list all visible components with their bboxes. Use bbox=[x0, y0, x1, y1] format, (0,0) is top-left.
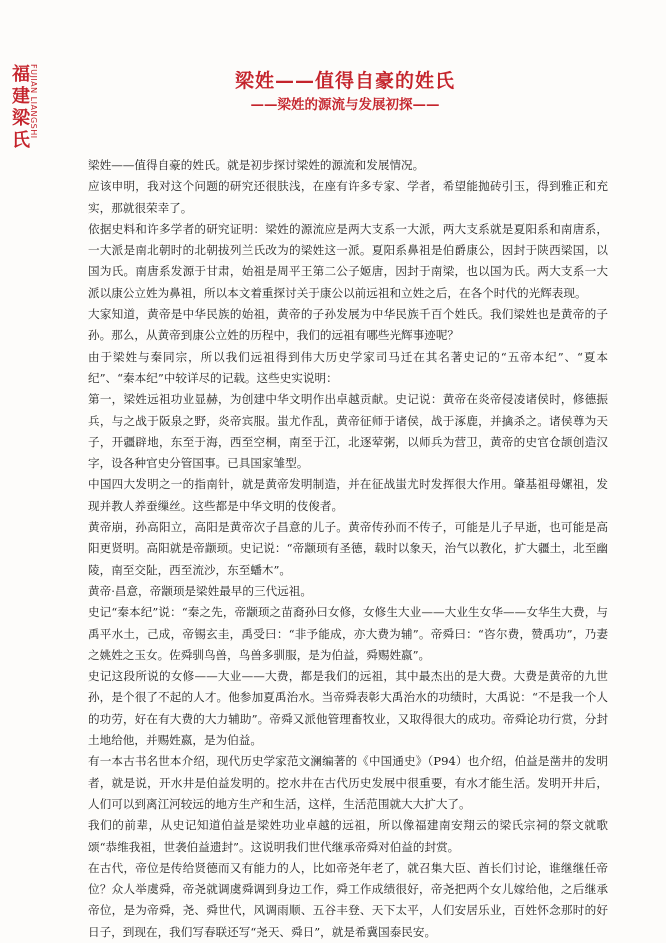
paragraph: 在古代，帝位是传给贤德而又有能力的人，比如帝尧年老了，就召集大臣、酋长们讨论，谁继继任帝位？众人举虞舜，帝尧就调虞舜调到身边工作，舜工作成绩很好，帝尧把两个女儿嫁给他，之后继承帝位，是为帝舜，尧、舜世代，风调雨顺、五谷丰登、天下太平，人们安居乐业，百姓怀念那时的好日子，到现在，我们写春联还写“尧天、舜日”，就是希冀国泰民安。 bbox=[88, 860, 608, 939]
paragraph: 依据史料和许多学者的研究证明：梁姓的源流应是两大支系一大派，两大支系就是夏阳系和南唐系，一大派是南北朝时的北朝拔列兰氏改为的梁姓这一派。夏阳系鼻祖是伯爵康公，因封于陕西梁国，以国为氏。南唐系发源于甘肃，始祖是周平王第二公子姬唐，因封于南梁，也以国为氏。两大支系一大派以康公立姓为鼻祖，所以本文着重探讨关于康公以前远祖和立姓之后，在各个时代的光辉表现。 bbox=[88, 221, 608, 300]
side-brand-char: 福 bbox=[12, 64, 30, 85]
paragraph: 有一本古书名世本介绍，现代历史学家范文澜编著的《中国通史》（P94）也介绍，伯益是凿井的发明者，就是说，开水井是伯益发明的。挖水井在古代历史发展中很重要，有水才能生活。发明开井后，人们可以到离江河较远的地方生产和生活，这样，生活范围就大大扩大了。 bbox=[88, 754, 608, 811]
side-brand-char: 氏 bbox=[12, 130, 30, 151]
paragraph: 我们的前辈，从史记知道伯益是梁姓功业卓越的远祖，所以像福建南安翔云的梁氏宗祠的祭文就歌颂“恭维我祖，世袭伯益遗封”。这说明我们世代继承帝舜对伯益的封赏。 bbox=[88, 818, 608, 854]
side-brand-pinyin: FUJIAN LIANGSHI bbox=[29, 64, 38, 139]
side-brand-char: 梁 bbox=[12, 108, 30, 129]
paragraph: 第一，梁姓远祖功业显赫，为创建中华文明作出卓越贡献。史记说：黄帝在炎帝侵凌诸侯时，修德振兵，与之战于阪泉之野，炎帝宾服。蚩尤作乱，黄帝征师于诸侯，战于涿鹿，并擒杀之。诸侯尊为天子，开疆辟地，东至于海，西至空桐，南至于江，北逐荤粥，以师兵为营卫，黄帝的史官仓颉创造汉字，设各种官史分管国事。已具国家雏型。 bbox=[88, 392, 608, 471]
side-brand-char: 建 bbox=[12, 86, 30, 107]
paragraph: 由于梁姓与秦同宗，所以我们远祖得到伟大历史学家司马迁在其名著史记的“五帝本纪”、“夏本纪”、“秦本纪”中较详尽的记载。这些史实说明： bbox=[88, 349, 608, 385]
paragraph: 黄帝崩，孙高阳立，高阳是黄帝次子昌意的儿子。黄帝传孙而不传子，可能是儿子早逝，也可能是高阳更贤明。高阳就是帝颛顼。史记说：“帝颛顼有圣德，载时以象天，治气以教化，扩大疆土，北至幽陵，南至交阯，西至流沙，东至蟠木”。 bbox=[88, 520, 608, 577]
paragraph: 史记这段所说的女修——大业——大费，都是我们的远祖，其中最杰出的是大费。大费是黄帝的九世孙，是个很了不起的人才。他参加夏禹治水。当帝舜表彰大禹治水的功绩时，大禹说：“不是我一个人的功劳，好在有大费的大力辅助”。帝舜又派他管理畜牧业，又取得很大的成功。帝舜论功行赏，分封土地给他，并赐姓嬴，是为伯益。 bbox=[88, 669, 608, 748]
paragraph: 黄帝·昌意，帝颛顼是梁姓最早的三代远祖。 bbox=[88, 583, 312, 598]
article-body bbox=[88, 155, 608, 943]
paragraph: 梁姓——值得自豪的姓氏。就是初步探讨梁姓的源流和发展情况。 bbox=[88, 158, 425, 172]
paragraph: 应该申明，我对这个问题的研究还很肤浅，在座有许多专家、学者，希望能抛砖引玉，得到雅正和充实，那就很荣幸了。 bbox=[88, 179, 608, 215]
page-title: 梁姓——值得自豪的姓氏 bbox=[234, 70, 455, 92]
paragraph: 史记“秦本纪”说：“秦之先，帝颛顼之苗裔孙曰女修，女修生大业——大业生女华——女华生大费，与禹平水土，己成，帝锡玄圭，禹受曰：“非予能成，亦大费为辅”。帝舜曰：“咨尔费，赞禹功”，乃妻之姚姓之玉女。佐舜驯鸟兽，鸟兽多驯服，是为伯益，舜赐姓嬴”。 bbox=[88, 605, 608, 662]
paragraph: 中国四大发明之一的指南针，就是黄帝发明制造，并在征战蚩尤时发挥很大作用。肇基祖母嫘祖，发现并教人养蚕缫丝。这些都是中华文明的伎俊者。 bbox=[88, 477, 608, 513]
paragraph: 大家知道，黄帝是中华民族的始祖，黄帝的子孙发展为中华民族千百个姓氏。我们梁姓也是黄帝的子孙。那么，从黄帝到康公立姓的历程中，我们的远祖有哪些光辉事迹呢？ bbox=[88, 307, 608, 343]
page-subtitle: ——梁姓的源流与发展初探—— bbox=[250, 97, 440, 113]
